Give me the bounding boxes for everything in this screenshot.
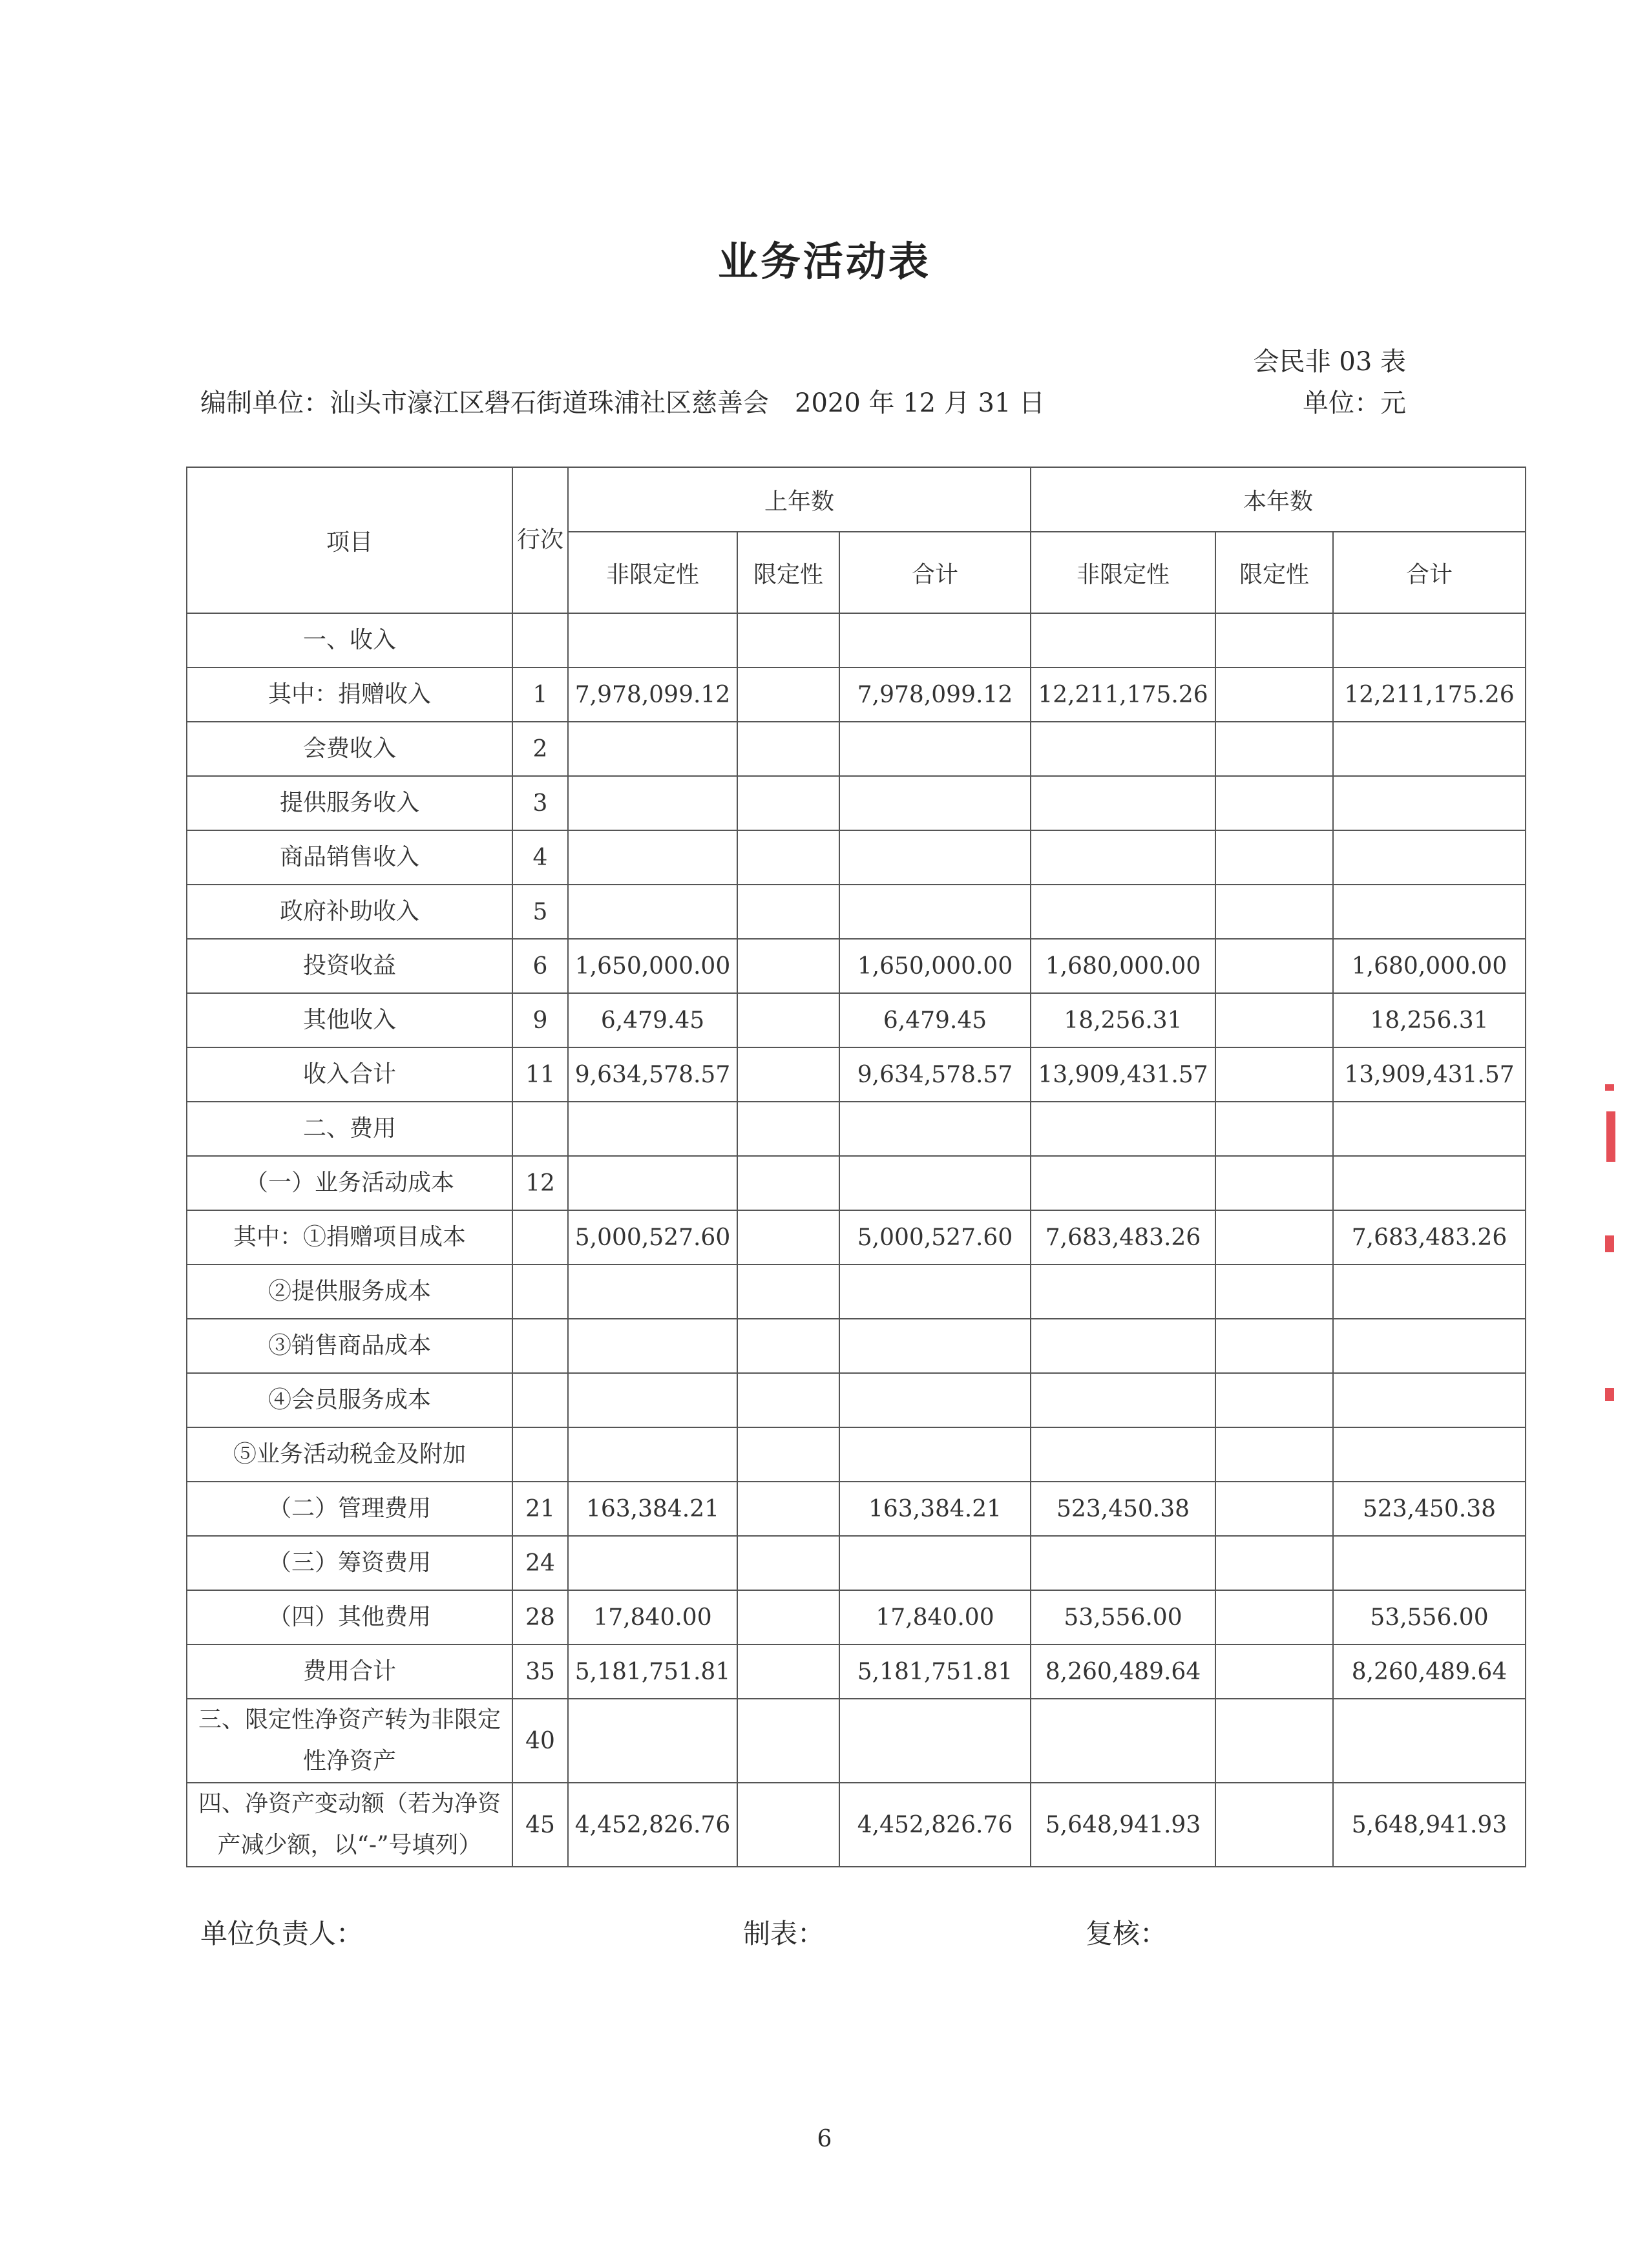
cell-curr-total	[1333, 1265, 1526, 1319]
cell-curr-total	[1333, 830, 1526, 885]
cell-prev-unrestricted	[568, 722, 737, 776]
cell-prev-total: 17,840.00	[839, 1590, 1031, 1644]
cell-curr-restricted	[1215, 1536, 1333, 1590]
cell-prev-restricted	[737, 1644, 839, 1699]
stamp-mark	[1605, 1388, 1614, 1401]
signature-preparer: 制表：	[743, 1918, 825, 1949]
cell-curr-total	[1333, 1536, 1526, 1590]
row-number	[512, 1102, 568, 1156]
cell-curr-unrestricted	[1031, 1536, 1215, 1590]
cell-prev-unrestricted	[568, 1265, 737, 1319]
cell-prev-unrestricted: 5,000,527.60	[568, 1210, 737, 1265]
cell-prev-restricted	[737, 1699, 839, 1783]
cell-prev-total: 7,978,099.12	[839, 667, 1031, 722]
table-row	[187, 830, 1526, 885]
signature-unit-head: 单位负责人：	[200, 1918, 364, 1949]
row-label: 其中：①捐赠项目成本	[187, 1210, 512, 1265]
cell-prev-restricted	[737, 1536, 839, 1590]
cell-curr-unrestricted: 53,556.00	[1031, 1590, 1215, 1644]
cell-curr-restricted	[1215, 1373, 1333, 1427]
cell-curr-restricted	[1215, 1156, 1333, 1210]
header-row-no: 行次	[512, 467, 568, 613]
table-row	[187, 776, 1526, 830]
cell-curr-total	[1333, 1156, 1526, 1210]
header-prev-total: 合计	[839, 532, 1031, 613]
cell-curr-total	[1333, 722, 1526, 776]
cell-curr-unrestricted: 7,683,483.26	[1031, 1210, 1215, 1265]
cell-prev-unrestricted	[568, 1427, 737, 1482]
row-label: 收入合计	[187, 1047, 512, 1102]
header-item: 项目	[187, 467, 512, 613]
cell-prev-total	[839, 1102, 1031, 1156]
row-number: 2	[512, 722, 568, 776]
header-curr-total: 合计	[1333, 532, 1526, 613]
cell-curr-unrestricted	[1031, 776, 1215, 830]
cell-prev-total	[839, 885, 1031, 939]
cell-prev-total: 4,452,826.76	[839, 1783, 1031, 1867]
cell-prev-unrestricted: 1,650,000.00	[568, 939, 737, 993]
page-title: 业务活动表	[717, 238, 931, 285]
cell-prev-unrestricted	[568, 1156, 737, 1210]
cell-prev-restricted	[737, 1373, 839, 1427]
cell-curr-unrestricted: 12,211,175.26	[1031, 667, 1215, 722]
stamp-mark	[1605, 1084, 1614, 1091]
cell-curr-restricted	[1215, 1102, 1333, 1156]
row-label: 提供服务收入	[187, 776, 512, 830]
table-row	[187, 1644, 1526, 1699]
cell-curr-restricted	[1215, 1427, 1333, 1482]
cell-prev-unrestricted	[568, 1102, 737, 1156]
cell-curr-restricted	[1215, 830, 1333, 885]
cell-curr-restricted	[1215, 722, 1333, 776]
row-label: （二）管理费用	[187, 1482, 512, 1536]
cell-curr-total: 5,648,941.93	[1333, 1783, 1526, 1867]
cell-prev-total	[839, 722, 1031, 776]
table-row	[187, 1210, 1526, 1265]
cell-prev-unrestricted	[568, 1319, 737, 1373]
row-number: 9	[512, 993, 568, 1047]
cell-curr-unrestricted	[1031, 1265, 1215, 1319]
cell-prev-unrestricted: 7,978,099.12	[568, 667, 737, 722]
row-label: ③销售商品成本	[187, 1319, 512, 1373]
row-label: （四）其他费用	[187, 1590, 512, 1644]
row-number	[512, 1265, 568, 1319]
cell-curr-restricted	[1215, 993, 1333, 1047]
row-label: （三）筹资费用	[187, 1536, 512, 1590]
cell-prev-restricted	[737, 1265, 839, 1319]
cell-curr-total	[1333, 1427, 1526, 1482]
stamp-mark	[1606, 1111, 1615, 1162]
row-number: 3	[512, 776, 568, 830]
cell-prev-unrestricted	[568, 1373, 737, 1427]
row-label: 四、净资产变动额（若为净资产减少额，以“-”号填列）	[187, 1783, 512, 1867]
cell-prev-total	[839, 1373, 1031, 1427]
cell-prev-restricted	[737, 1156, 839, 1210]
cell-prev-unrestricted	[568, 776, 737, 830]
cell-prev-unrestricted: 4,452,826.76	[568, 1783, 737, 1867]
cell-curr-restricted	[1215, 1210, 1333, 1265]
cell-prev-unrestricted: 5,181,751.81	[568, 1644, 737, 1699]
table-row	[187, 1536, 1526, 1590]
row-label: 三、限定性净资产转为非限定性净资产	[187, 1699, 512, 1783]
table-row	[187, 613, 1526, 667]
table-row	[187, 993, 1526, 1047]
row-number	[512, 1210, 568, 1265]
cell-prev-restricted	[737, 1047, 839, 1102]
cell-prev-unrestricted: 17,840.00	[568, 1590, 737, 1644]
row-number: 21	[512, 1482, 568, 1536]
cell-prev-total: 5,000,527.60	[839, 1210, 1031, 1265]
form-code: 会民非 03 表	[1253, 347, 1406, 377]
cell-prev-restricted	[737, 1102, 839, 1156]
cell-prev-total: 1,650,000.00	[839, 939, 1031, 993]
cell-curr-restricted	[1215, 1047, 1333, 1102]
cell-curr-total	[1333, 1373, 1526, 1427]
currency-unit: 单位：元	[1303, 388, 1406, 418]
signature-reviewer: 复核：	[1086, 1918, 1168, 1949]
cell-prev-restricted	[737, 1783, 839, 1867]
stamp-mark	[1605, 1235, 1614, 1252]
cell-prev-restricted	[737, 885, 839, 939]
row-label: ②提供服务成本	[187, 1265, 512, 1319]
table-row	[187, 667, 1526, 722]
cell-curr-restricted	[1215, 667, 1333, 722]
cell-curr-total: 1,680,000.00	[1333, 939, 1526, 993]
cell-curr-total	[1333, 1699, 1526, 1783]
cell-prev-total: 6,479.45	[839, 993, 1031, 1047]
cell-prev-restricted	[737, 722, 839, 776]
row-number: 12	[512, 1156, 568, 1210]
cell-curr-total: 13,909,431.57	[1333, 1047, 1526, 1102]
cell-curr-restricted	[1215, 1265, 1333, 1319]
table-row	[187, 1482, 1526, 1536]
header-curr-unrestricted: 非限定性	[1031, 532, 1215, 613]
page-number: 6	[817, 2126, 832, 2152]
cell-prev-total	[839, 1536, 1031, 1590]
cell-prev-unrestricted	[568, 830, 737, 885]
cell-curr-total: 12,211,175.26	[1333, 667, 1526, 722]
row-number: 6	[512, 939, 568, 993]
row-label: 其中：捐赠收入	[187, 667, 512, 722]
cell-curr-unrestricted	[1031, 1156, 1215, 1210]
cell-prev-total	[839, 1699, 1031, 1783]
table-row	[187, 1102, 1526, 1156]
cell-curr-unrestricted	[1031, 613, 1215, 667]
cell-curr-restricted	[1215, 1783, 1333, 1867]
table-row	[187, 1265, 1526, 1319]
cell-prev-unrestricted	[568, 1536, 737, 1590]
table-row	[187, 1156, 1526, 1210]
table-row	[187, 1699, 1526, 1783]
cell-curr-restricted	[1215, 1482, 1333, 1536]
row-number	[512, 1319, 568, 1373]
cell-prev-total	[839, 1156, 1031, 1210]
compiling-unit: 编制单位：汕头市濠江区礐石街道珠浦社区慈善会 2020 年 12 月 31 日	[200, 388, 1045, 418]
header-curr-year: 本年数	[1031, 467, 1526, 532]
cell-curr-unrestricted	[1031, 1102, 1215, 1156]
row-number: 1	[512, 667, 568, 722]
row-label: 其他收入	[187, 993, 512, 1047]
cell-prev-total	[839, 830, 1031, 885]
cell-curr-restricted	[1215, 1319, 1333, 1373]
row-label: 政府补助收入	[187, 885, 512, 939]
row-label: 费用合计	[187, 1644, 512, 1699]
row-label: 投资收益	[187, 939, 512, 993]
row-number: 45	[512, 1783, 568, 1867]
cell-prev-restricted	[737, 1427, 839, 1482]
cell-prev-restricted	[737, 1482, 839, 1536]
cell-curr-total: 53,556.00	[1333, 1590, 1526, 1644]
cell-curr-unrestricted: 5,648,941.93	[1031, 1783, 1215, 1867]
row-number: 4	[512, 830, 568, 885]
cell-prev-unrestricted	[568, 1699, 737, 1783]
table-row	[187, 1373, 1526, 1427]
row-number: 40	[512, 1699, 568, 1783]
cell-curr-total	[1333, 885, 1526, 939]
cell-curr-unrestricted: 523,450.38	[1031, 1482, 1215, 1536]
cell-curr-total	[1333, 1102, 1526, 1156]
cell-prev-restricted	[737, 1210, 839, 1265]
cell-prev-restricted	[737, 667, 839, 722]
cell-curr-unrestricted	[1031, 1427, 1215, 1482]
cell-prev-total: 9,634,578.57	[839, 1047, 1031, 1102]
row-label: 会费收入	[187, 722, 512, 776]
table-row	[187, 939, 1526, 993]
cell-curr-unrestricted: 18,256.31	[1031, 993, 1215, 1047]
cell-prev-total: 5,181,751.81	[839, 1644, 1031, 1699]
cell-curr-unrestricted: 1,680,000.00	[1031, 939, 1215, 993]
cell-curr-total: 7,683,483.26	[1333, 1210, 1526, 1265]
table-row	[187, 1047, 1526, 1102]
cell-curr-total: 523,450.38	[1333, 1482, 1526, 1536]
cell-curr-unrestricted: 13,909,431.57	[1031, 1047, 1215, 1102]
header-prev-year: 上年数	[568, 467, 1031, 532]
cell-prev-restricted	[737, 613, 839, 667]
row-label: ⑤业务活动税金及附加	[187, 1427, 512, 1482]
table-row	[187, 1319, 1526, 1373]
cell-curr-unrestricted	[1031, 830, 1215, 885]
cell-curr-unrestricted: 8,260,489.64	[1031, 1644, 1215, 1699]
cell-prev-unrestricted: 163,384.21	[568, 1482, 737, 1536]
cell-curr-restricted	[1215, 1699, 1333, 1783]
cell-curr-restricted	[1215, 776, 1333, 830]
cell-curr-unrestricted	[1031, 1319, 1215, 1373]
cell-prev-restricted	[737, 993, 839, 1047]
cell-prev-restricted	[737, 1590, 839, 1644]
row-label: 一、收入	[187, 613, 512, 667]
cell-curr-total	[1333, 613, 1526, 667]
row-number	[512, 1427, 568, 1482]
cell-prev-restricted	[737, 939, 839, 993]
cell-prev-unrestricted	[568, 613, 737, 667]
row-label: 二、费用	[187, 1102, 512, 1156]
row-label: 商品销售收入	[187, 830, 512, 885]
business-activity-table	[186, 467, 1526, 1867]
cell-prev-total	[839, 1319, 1031, 1373]
row-label: （一）业务活动成本	[187, 1156, 512, 1210]
row-number: 28	[512, 1590, 568, 1644]
cell-curr-unrestricted	[1031, 1699, 1215, 1783]
cell-prev-total	[839, 1427, 1031, 1482]
table-row	[187, 1783, 1526, 1867]
cell-prev-restricted	[737, 1319, 839, 1373]
row-number: 11	[512, 1047, 568, 1102]
table-row	[187, 1427, 1526, 1482]
cell-prev-unrestricted	[568, 885, 737, 939]
cell-prev-total: 163,384.21	[839, 1482, 1031, 1536]
table-row	[187, 1590, 1526, 1644]
cell-prev-unrestricted: 6,479.45	[568, 993, 737, 1047]
cell-curr-restricted	[1215, 939, 1333, 993]
header-curr-restricted: 限定性	[1215, 532, 1333, 613]
cell-prev-total	[839, 1265, 1031, 1319]
row-number	[512, 613, 568, 667]
cell-curr-restricted	[1215, 885, 1333, 939]
cell-curr-restricted	[1215, 613, 1333, 667]
header-prev-unrestricted: 非限定性	[568, 532, 737, 613]
row-number: 5	[512, 885, 568, 939]
row-number	[512, 1373, 568, 1427]
cell-curr-unrestricted	[1031, 722, 1215, 776]
cell-curr-unrestricted	[1031, 885, 1215, 939]
cell-curr-total: 18,256.31	[1333, 993, 1526, 1047]
cell-prev-total	[839, 613, 1031, 667]
row-label: ④会员服务成本	[187, 1373, 512, 1427]
header-prev-restricted: 限定性	[737, 532, 839, 613]
table-row	[187, 722, 1526, 776]
cell-curr-total	[1333, 1319, 1526, 1373]
table-row	[187, 885, 1526, 939]
cell-prev-restricted	[737, 776, 839, 830]
row-number: 35	[512, 1644, 568, 1699]
cell-curr-restricted	[1215, 1644, 1333, 1699]
cell-prev-total	[839, 776, 1031, 830]
cell-curr-unrestricted	[1031, 1373, 1215, 1427]
row-number: 24	[512, 1536, 568, 1590]
cell-prev-restricted	[737, 830, 839, 885]
cell-curr-restricted	[1215, 1590, 1333, 1644]
cell-curr-total: 8,260,489.64	[1333, 1644, 1526, 1699]
cell-curr-total	[1333, 776, 1526, 830]
cell-prev-unrestricted: 9,634,578.57	[568, 1047, 737, 1102]
